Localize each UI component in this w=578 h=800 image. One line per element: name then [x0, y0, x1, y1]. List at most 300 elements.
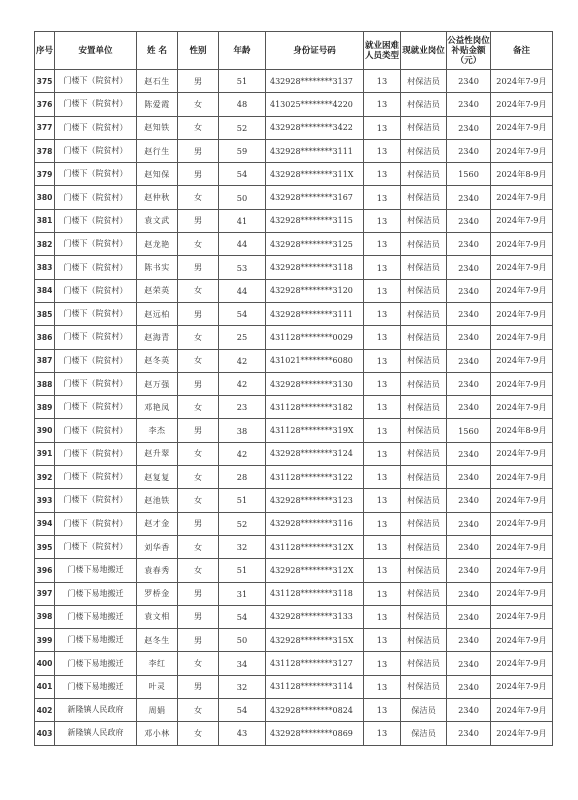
cell-name: 赵远柏 [137, 302, 178, 325]
cell-remark: 2024年7-9月 [491, 675, 553, 698]
cell-remark: 2024年7-9月 [491, 582, 553, 605]
cell-unit: 门楼下（院贫村） [55, 116, 137, 139]
cell-unit: 门楼下（院贫村） [55, 139, 137, 162]
cell-unit: 新隆镇人民政府 [55, 722, 137, 745]
cell-id-number: 431021********6080 [266, 349, 364, 372]
cell-post: 村保洁员 [401, 396, 447, 419]
cell-difficulty-type: 13 [364, 466, 401, 489]
cell-id-number: 432928********3137 [266, 70, 364, 93]
employment-subsidy-table [34, 31, 553, 746]
cell-difficulty-type: 13 [364, 186, 401, 209]
cell-seq: 382 [35, 233, 55, 256]
cell-difficulty-type: 13 [364, 419, 401, 442]
cell-remark: 2024年7-9月 [491, 256, 553, 279]
table-row [35, 93, 553, 116]
cell-subsidy: 2340 [447, 675, 491, 698]
table-row [35, 442, 553, 465]
cell-name: 赵海青 [137, 326, 178, 349]
cell-id-number: 432928********3115 [266, 209, 364, 232]
cell-unit: 门楼下易地搬迁 [55, 652, 137, 675]
cell-seq: 379 [35, 163, 55, 186]
cell-age: 44 [219, 279, 266, 302]
cell-subsidy: 2340 [447, 582, 491, 605]
cell-id-number: 432928********3123 [266, 489, 364, 512]
cell-remark: 2024年7-9月 [491, 699, 553, 722]
cell-id-number: 432928********3120 [266, 279, 364, 302]
cell-id-number: 431128********3122 [266, 466, 364, 489]
cell-gender: 男 [178, 139, 219, 162]
table-row [35, 605, 553, 628]
table-row [35, 186, 553, 209]
cell-subsidy: 2340 [447, 605, 491, 628]
cell-age: 38 [219, 419, 266, 442]
table-row [35, 116, 553, 139]
cell-difficulty-type: 13 [364, 372, 401, 395]
cell-age: 54 [219, 302, 266, 325]
cell-name: 罗桥金 [137, 582, 178, 605]
cell-post: 村保洁员 [401, 675, 447, 698]
cell-age: 59 [219, 139, 266, 162]
cell-seq: 381 [35, 209, 55, 232]
table-row [35, 256, 553, 279]
cell-gender: 男 [178, 70, 219, 93]
table-row [35, 466, 553, 489]
cell-post: 村保洁员 [401, 559, 447, 582]
cell-age: 42 [219, 349, 266, 372]
cell-age: 32 [219, 675, 266, 698]
cell-remark: 2024年7-9月 [491, 70, 553, 93]
cell-seq: 402 [35, 699, 55, 722]
cell-gender: 女 [178, 535, 219, 558]
cell-id-number: 432928********3111 [266, 302, 364, 325]
cell-id-number: 431128********312X [266, 535, 364, 558]
cell-remark: 2024年7-9月 [491, 326, 553, 349]
cell-name: 赵升翠 [137, 442, 178, 465]
cell-name: 赵石生 [137, 70, 178, 93]
cell-id-number: 431128********3114 [266, 675, 364, 698]
cell-difficulty-type: 13 [364, 326, 401, 349]
cell-post: 村保洁员 [401, 233, 447, 256]
cell-id-number: 413025********4220 [266, 93, 364, 116]
table-row [35, 489, 553, 512]
cell-post: 村保洁员 [401, 70, 447, 93]
cell-age: 53 [219, 256, 266, 279]
cell-age: 51 [219, 489, 266, 512]
cell-remark: 2024年7-9月 [491, 396, 553, 419]
cell-subsidy: 2340 [447, 116, 491, 139]
cell-post: 村保洁员 [401, 652, 447, 675]
cell-seq: 394 [35, 512, 55, 535]
cell-gender: 男 [178, 209, 219, 232]
cell-remark: 2024年7-9月 [491, 93, 553, 116]
cell-subsidy: 2340 [447, 186, 491, 209]
cell-age: 44 [219, 233, 266, 256]
cell-age: 52 [219, 116, 266, 139]
col-header-remark: 备注 [491, 32, 553, 70]
cell-subsidy: 2340 [447, 535, 491, 558]
col-header-post: 现就业岗位 [401, 32, 447, 70]
cell-id-number: 432928********3116 [266, 512, 364, 535]
table-row [35, 722, 553, 745]
cell-seq: 376 [35, 93, 55, 116]
cell-gender: 女 [178, 349, 219, 372]
cell-age: 54 [219, 605, 266, 628]
cell-difficulty-type: 13 [364, 652, 401, 675]
cell-name: 赵荣英 [137, 279, 178, 302]
cell-difficulty-type: 13 [364, 93, 401, 116]
cell-unit: 门楼下（院贫村） [55, 209, 137, 232]
cell-difficulty-type: 13 [364, 396, 401, 419]
cell-age: 54 [219, 163, 266, 186]
cell-gender: 女 [178, 186, 219, 209]
cell-remark: 2024年7-9月 [491, 629, 553, 652]
cell-difficulty-type: 13 [364, 699, 401, 722]
cell-subsidy: 2340 [447, 442, 491, 465]
cell-post: 村保洁员 [401, 302, 447, 325]
cell-unit: 门楼下（院贫村） [55, 279, 137, 302]
cell-gender: 女 [178, 652, 219, 675]
cell-seq: 384 [35, 279, 55, 302]
cell-subsidy: 2340 [447, 70, 491, 93]
cell-seq: 378 [35, 139, 55, 162]
cell-age: 28 [219, 466, 266, 489]
cell-post: 村保洁员 [401, 256, 447, 279]
cell-gender: 男 [178, 163, 219, 186]
cell-remark: 2024年7-9月 [491, 489, 553, 512]
col-header-gender: 性别 [178, 32, 219, 70]
cell-difficulty-type: 13 [364, 559, 401, 582]
cell-age: 54 [219, 699, 266, 722]
cell-age: 25 [219, 326, 266, 349]
cell-post: 村保洁员 [401, 326, 447, 349]
cell-subsidy: 2340 [447, 699, 491, 722]
cell-unit: 门楼下（院贫村） [55, 326, 137, 349]
cell-difficulty-type: 13 [364, 675, 401, 698]
cell-unit: 门楼下（院贫村） [55, 396, 137, 419]
cell-seq: 380 [35, 186, 55, 209]
cell-name: 邓艳凤 [137, 396, 178, 419]
cell-age: 51 [219, 70, 266, 93]
col-header-type: 就业困难人员类型 [364, 32, 401, 70]
col-header-seq: 序号 [35, 32, 55, 70]
cell-post: 村保洁员 [401, 629, 447, 652]
cell-name: 叶灵 [137, 675, 178, 698]
cell-seq: 391 [35, 442, 55, 465]
cell-post: 村保洁员 [401, 489, 447, 512]
cell-gender: 女 [178, 326, 219, 349]
cell-unit: 门楼下（院贫村） [55, 349, 137, 372]
cell-post: 村保洁员 [401, 93, 447, 116]
cell-name: 赵万强 [137, 372, 178, 395]
cell-post: 保洁员 [401, 699, 447, 722]
cell-seq: 395 [35, 535, 55, 558]
cell-subsidy: 2340 [447, 559, 491, 582]
cell-id-number: 432928********3125 [266, 233, 364, 256]
cell-remark: 2024年7-9月 [491, 722, 553, 745]
cell-name: 袁春秀 [137, 559, 178, 582]
cell-subsidy: 2340 [447, 139, 491, 162]
cell-unit: 门楼下易地搬迁 [55, 582, 137, 605]
cell-difficulty-type: 13 [364, 512, 401, 535]
table-row [35, 559, 553, 582]
table-row [35, 70, 553, 93]
cell-gender: 女 [178, 442, 219, 465]
cell-id-number: 432928********0869 [266, 722, 364, 745]
cell-unit: 门楼下（院贫村） [55, 535, 137, 558]
cell-id-number: 432928********311X [266, 163, 364, 186]
cell-difficulty-type: 13 [364, 722, 401, 745]
cell-post: 村保洁员 [401, 372, 447, 395]
table-row [35, 629, 553, 652]
cell-name: 周娟 [137, 699, 178, 722]
cell-subsidy: 2340 [447, 349, 491, 372]
cell-post: 保洁员 [401, 722, 447, 745]
cell-age: 43 [219, 722, 266, 745]
cell-gender: 男 [178, 605, 219, 628]
cell-post: 村保洁员 [401, 419, 447, 442]
table-row [35, 233, 553, 256]
cell-name: 赵知保 [137, 163, 178, 186]
cell-id-number: 431128********3127 [266, 652, 364, 675]
cell-name: 赵知铁 [137, 116, 178, 139]
cell-subsidy: 1560 [447, 419, 491, 442]
cell-difficulty-type: 13 [364, 489, 401, 512]
cell-gender: 女 [178, 279, 219, 302]
cell-age: 51 [219, 559, 266, 582]
cell-age: 34 [219, 652, 266, 675]
cell-remark: 2024年7-9月 [491, 349, 553, 372]
cell-remark: 2024年7-9月 [491, 466, 553, 489]
cell-seq: 397 [35, 582, 55, 605]
cell-unit: 门楼下易地搬迁 [55, 675, 137, 698]
cell-difficulty-type: 13 [364, 163, 401, 186]
cell-gender: 女 [178, 233, 219, 256]
cell-name: 袁文相 [137, 605, 178, 628]
cell-seq: 398 [35, 605, 55, 628]
cell-difficulty-type: 13 [364, 605, 401, 628]
cell-id-number: 432928********3422 [266, 116, 364, 139]
cell-post: 村保洁员 [401, 139, 447, 162]
cell-unit: 门楼下（院贫村） [55, 163, 137, 186]
cell-unit: 门楼下（院贫村） [55, 466, 137, 489]
cell-name: 赵冬英 [137, 349, 178, 372]
table-row [35, 512, 553, 535]
cell-id-number: 432928********3118 [266, 256, 364, 279]
cell-unit: 门楼下（院贫村） [55, 256, 137, 279]
cell-gender: 男 [178, 675, 219, 698]
cell-unit: 门楼下（院贫村） [55, 489, 137, 512]
cell-seq: 392 [35, 466, 55, 489]
cell-unit: 门楼下（院贫村） [55, 233, 137, 256]
cell-age: 48 [219, 93, 266, 116]
cell-gender: 女 [178, 699, 219, 722]
cell-gender: 女 [178, 396, 219, 419]
cell-post: 村保洁员 [401, 535, 447, 558]
cell-difficulty-type: 13 [364, 582, 401, 605]
cell-difficulty-type: 13 [364, 535, 401, 558]
cell-subsidy: 2340 [447, 396, 491, 419]
cell-name: 赵冬生 [137, 629, 178, 652]
cell-age: 42 [219, 442, 266, 465]
cell-gender: 女 [178, 116, 219, 139]
cell-gender: 女 [178, 93, 219, 116]
cell-id-number: 432928********312X [266, 559, 364, 582]
table-row [35, 209, 553, 232]
cell-gender: 男 [178, 302, 219, 325]
cell-subsidy: 2340 [447, 279, 491, 302]
cell-name: 邓小林 [137, 722, 178, 745]
cell-gender: 男 [178, 629, 219, 652]
cell-age: 31 [219, 582, 266, 605]
cell-gender: 女 [178, 466, 219, 489]
cell-age: 50 [219, 629, 266, 652]
cell-id-number: 431128********319X [266, 419, 364, 442]
cell-age: 23 [219, 396, 266, 419]
cell-seq: 393 [35, 489, 55, 512]
cell-unit: 门楼下易地搬迁 [55, 559, 137, 582]
cell-remark: 2024年7-9月 [491, 116, 553, 139]
cell-unit: 门楼下（院贫村） [55, 70, 137, 93]
cell-remark: 2024年7-9月 [491, 139, 553, 162]
cell-remark: 2024年7-9月 [491, 442, 553, 465]
cell-subsidy: 2340 [447, 233, 491, 256]
cell-difficulty-type: 13 [364, 279, 401, 302]
cell-seq: 389 [35, 396, 55, 419]
cell-seq: 390 [35, 419, 55, 442]
cell-unit: 门楼下（院贫村） [55, 302, 137, 325]
cell-name: 赵复复 [137, 466, 178, 489]
cell-post: 村保洁员 [401, 209, 447, 232]
cell-name: 赵龙艳 [137, 233, 178, 256]
table-row [35, 163, 553, 186]
cell-remark: 2024年7-9月 [491, 559, 553, 582]
cell-remark: 2024年8-9月 [491, 163, 553, 186]
cell-difficulty-type: 13 [364, 442, 401, 465]
cell-subsidy: 2340 [447, 209, 491, 232]
table-row [35, 372, 553, 395]
cell-difficulty-type: 13 [364, 629, 401, 652]
cell-age: 42 [219, 372, 266, 395]
cell-difficulty-type: 13 [364, 256, 401, 279]
cell-subsidy: 2340 [447, 489, 491, 512]
cell-subsidy: 2340 [447, 512, 491, 535]
table-row [35, 652, 553, 675]
col-header-subsidy: 公益性岗位补贴金额（元） [447, 32, 491, 70]
cell-post: 村保洁员 [401, 582, 447, 605]
cell-id-number: 432928********315X [266, 629, 364, 652]
cell-unit: 门楼下易地搬迁 [55, 605, 137, 628]
cell-name: 刘华香 [137, 535, 178, 558]
cell-id-number: 432928********3111 [266, 139, 364, 162]
cell-remark: 2024年7-9月 [491, 512, 553, 535]
cell-name: 李红 [137, 652, 178, 675]
cell-remark: 2024年7-9月 [491, 186, 553, 209]
cell-name: 陈书实 [137, 256, 178, 279]
cell-subsidy: 2340 [447, 93, 491, 116]
cell-seq: 403 [35, 722, 55, 745]
cell-seq: 383 [35, 256, 55, 279]
cell-seq: 387 [35, 349, 55, 372]
table-row [35, 535, 553, 558]
cell-subsidy: 2340 [447, 256, 491, 279]
cell-seq: 388 [35, 372, 55, 395]
cell-remark: 2024年7-9月 [491, 652, 553, 675]
cell-name: 赵行生 [137, 139, 178, 162]
table-row [35, 582, 553, 605]
cell-unit: 门楼下（院贫村） [55, 419, 137, 442]
cell-post: 村保洁员 [401, 186, 447, 209]
cell-post: 村保洁员 [401, 163, 447, 186]
cell-post: 村保洁员 [401, 349, 447, 372]
table-row [35, 326, 553, 349]
cell-difficulty-type: 13 [364, 116, 401, 139]
cell-remark: 2024年7-9月 [491, 605, 553, 628]
cell-subsidy: 2340 [447, 629, 491, 652]
cell-gender: 男 [178, 419, 219, 442]
cell-gender: 女 [178, 722, 219, 745]
col-header-id: 身份证号码 [266, 32, 364, 70]
cell-seq: 401 [35, 675, 55, 698]
cell-unit: 门楼下（院贫村） [55, 93, 137, 116]
cell-gender: 男 [178, 582, 219, 605]
cell-name: 赵仲秋 [137, 186, 178, 209]
cell-name: 赵才金 [137, 512, 178, 535]
cell-remark: 2024年7-9月 [491, 535, 553, 558]
cell-id-number: 431128********3118 [266, 582, 364, 605]
cell-id-number: 432928********0824 [266, 699, 364, 722]
cell-post: 村保洁员 [401, 442, 447, 465]
cell-remark: 2024年7-9月 [491, 302, 553, 325]
table-row [35, 139, 553, 162]
cell-subsidy: 2340 [447, 372, 491, 395]
cell-difficulty-type: 13 [364, 209, 401, 232]
cell-unit: 门楼下易地搬迁 [55, 629, 137, 652]
cell-id-number: 432928********3167 [266, 186, 364, 209]
cell-name: 李杰 [137, 419, 178, 442]
cell-difficulty-type: 13 [364, 139, 401, 162]
cell-unit: 门楼下（院贫村） [55, 442, 137, 465]
cell-seq: 377 [35, 116, 55, 139]
cell-gender: 男 [178, 372, 219, 395]
cell-unit: 新隆镇人民政府 [55, 699, 137, 722]
cell-post: 村保洁员 [401, 512, 447, 535]
col-header-name: 姓 名 [137, 32, 178, 70]
cell-gender: 男 [178, 256, 219, 279]
cell-remark: 2024年7-9月 [491, 372, 553, 395]
cell-unit: 门楼下（院贫村） [55, 186, 137, 209]
cell-post: 村保洁员 [401, 279, 447, 302]
cell-id-number: 431128********0029 [266, 326, 364, 349]
cell-subsidy: 2340 [447, 652, 491, 675]
cell-age: 32 [219, 535, 266, 558]
cell-id-number: 432928********3130 [266, 372, 364, 395]
cell-seq: 375 [35, 70, 55, 93]
cell-remark: 2024年8-9月 [491, 419, 553, 442]
table-row [35, 279, 553, 302]
cell-difficulty-type: 13 [364, 233, 401, 256]
cell-id-number: 431128********3182 [266, 396, 364, 419]
cell-subsidy: 1560 [447, 163, 491, 186]
table-row [35, 396, 553, 419]
cell-gender: 女 [178, 489, 219, 512]
cell-unit: 门楼下（院贫村） [55, 512, 137, 535]
cell-id-number: 432928********3133 [266, 605, 364, 628]
table-row [35, 349, 553, 372]
table-row [35, 675, 553, 698]
table-row [35, 699, 553, 722]
cell-subsidy: 2340 [447, 326, 491, 349]
col-header-age: 年龄 [219, 32, 266, 70]
